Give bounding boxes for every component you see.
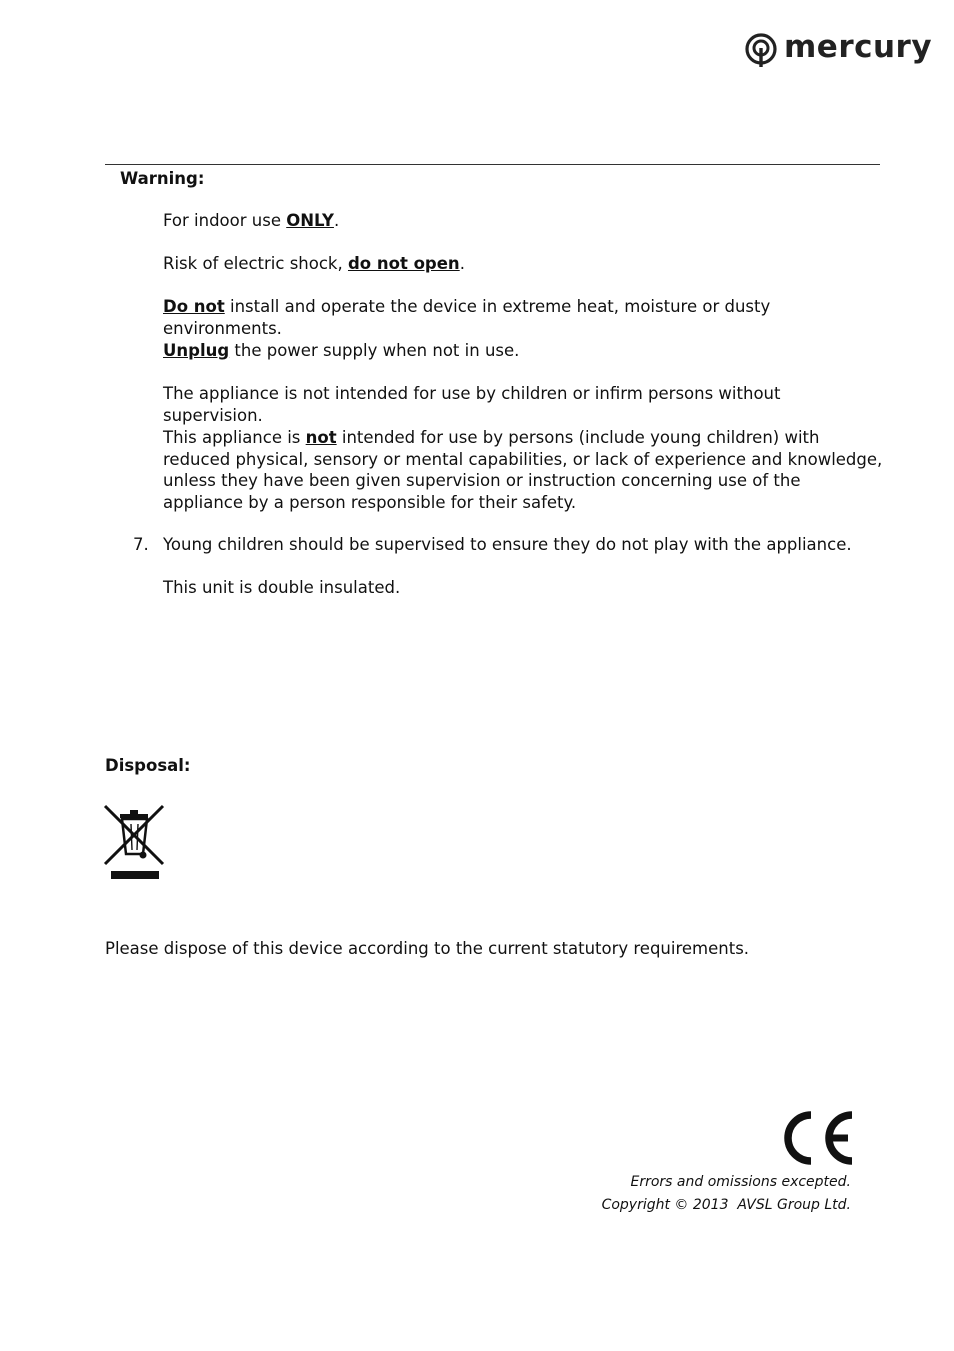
warning-item-number: 7. [133,535,149,554]
warning-item: The appliance is not intended for use by children or infirm persons without supervision. [163,384,781,425]
mercury-logo-icon [744,33,778,67]
warning-item: Young children should be supervised to ensure they do not play with the appliance. [163,535,852,554]
ce-mark-icon [780,1107,856,1173]
warning-item: Unplug the power supply when not in use. [163,341,520,360]
disposal-text: Please dispose of this device according to the current statutory requirements. [105,939,750,958]
weee-crossed-bin-icon [103,804,167,886]
warning-title: Warning: [120,169,205,188]
warning-item: Do not install and operate the device in extreme heat, moisture or dusty environments. [163,297,771,338]
header-divider [105,164,880,165]
disposal-title: Disposal: [105,756,191,775]
brand-logo [744,29,933,68]
warning-item: This appliance is not intended for use by persons (include young children) with reduced physical, sensory or mental capabilities, or lack of experience and knowledge, unless they have been given supervision or instruction concerning use of the appliance by a person responsible for their safety. [163,428,883,512]
warning-item: For indoor use ONLY. [163,211,340,230]
copyright-note: Copyright © 2013 AVSL Group Ltd. [601,1197,851,1213]
warning-item: Risk of electric shock, do not open. [163,254,465,273]
warning-item: This unit is double insulated. [163,578,401,597]
errors-note: Errors and omissions excepted. [630,1174,851,1190]
brand-name: mercury [784,29,933,65]
